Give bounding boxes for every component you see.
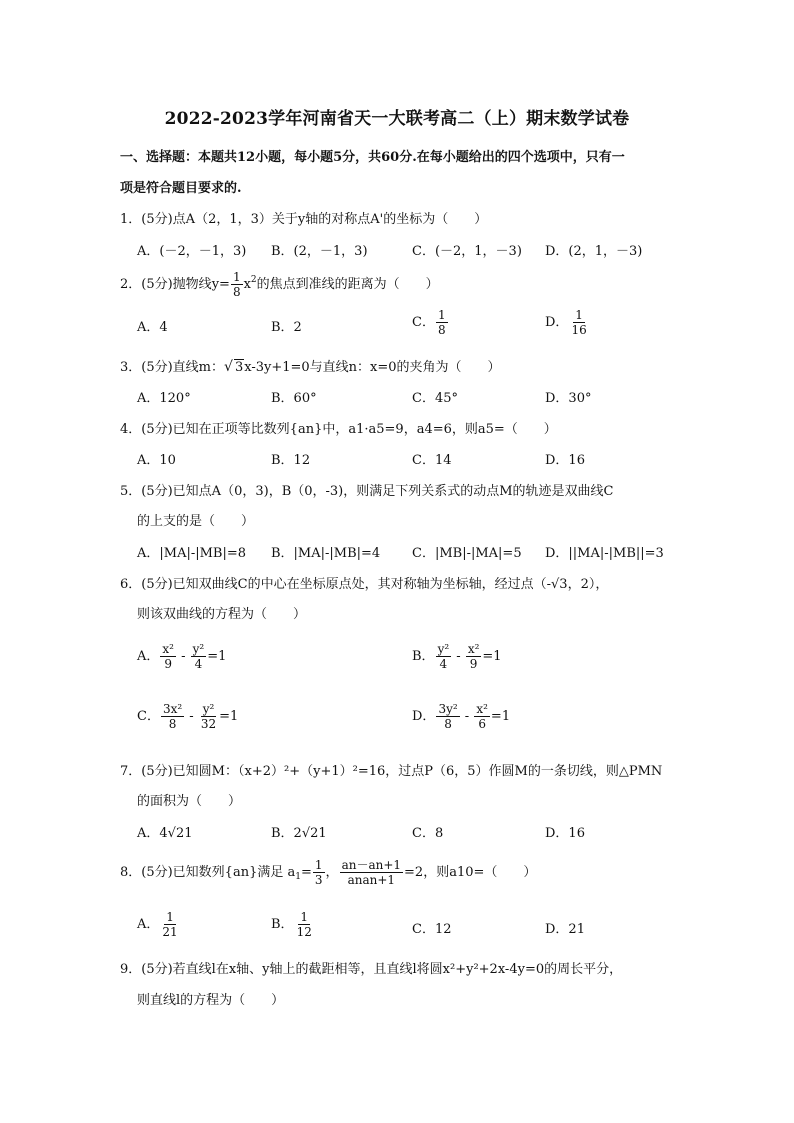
q2-option-a: A．4 <box>137 320 168 335</box>
q4-option-d: D．16 <box>545 453 585 468</box>
question-3-stem: 3．(5分)直线m：√ 3x-3y+1=0与直线n：x=0的夹角为（ ） <box>120 359 501 375</box>
question-8-stem: 8．(5分)已知数列{an}满足 $a_1=$ $\frac{1}{3}$ ， $\frac{an-an+1}{\text{anan+1}}$ =2，则a10=（ ） <box>120 858 537 887</box>
q5-option-c: C．|MB|-|MA|=5 <box>412 546 522 561</box>
q1-option-b: B．(2，－1，3) <box>271 244 368 259</box>
q2-option-b: B．2 <box>271 320 302 335</box>
question-5-stem-cont: 的上支的是（ ） <box>137 514 255 529</box>
q7-option-a: A．4√21 <box>137 826 193 841</box>
q2-y: y= <box>211 277 230 292</box>
q3-option-d: D．30° <box>545 391 592 406</box>
q5-option-d: D．||MA|-|MB||=3 <box>545 546 664 561</box>
q6-option-c: C． $\frac{\text{3x²}}{8}$ - $\frac{\text{y²}}{32}$ =1 <box>137 702 239 731</box>
q8-option-b: B． $\frac{1}{12}$ <box>271 910 312 939</box>
q6-option-a: A． $\frac{\text{x²}}{9}$ - $\frac{\text{y²}}{4}$ =1 <box>137 642 227 671</box>
q2-pre: 2．(5分)抛物线 <box>120 277 212 292</box>
q7-option-d: D．16 <box>545 826 585 841</box>
q1-option-d: D．(2，1，－3) <box>545 244 643 259</box>
q3-option-a: A．120° <box>137 391 191 406</box>
q4-option-a: A．10 <box>137 453 176 468</box>
q2-option-c: C． $\frac{1}{8}$ <box>412 308 446 337</box>
q6-option-b: B． $\frac{\text{y²}}{4}$ - $\frac{\text{x²}}{9}$ =1 <box>412 642 502 671</box>
question-6-stem: 6．(5分)已知双曲线C的中心在坐标原点处，其对称轴为坐标轴，经过点（-√3，2）， <box>120 577 609 592</box>
q1-option-c: C．(－2，1，－3) <box>412 244 522 259</box>
section-heading: 一、选择题：本题共12小题，每小题5分，共60分.在每小题给出的四个选项中，只有一 <box>120 150 625 165</box>
question-7-stem: 7．(5分)已知圆M：（x+2）²+（y+1）²=16，过点P（6，5）作圆M的一条切线，则△PMN <box>120 764 663 779</box>
question-5-stem: 5．(5分)已知点A（0，3)，B（0，-3)，则满足下列关系式的动点M的轨迹是双曲线C <box>120 484 614 499</box>
q2-option-d: D． $\frac{1}{16}$ <box>545 308 587 337</box>
question-6-stem-cont: 则该双曲线的方程为（ ） <box>137 607 307 622</box>
q3-option-b: B．60° <box>271 391 317 406</box>
q7-option-c: C．8 <box>412 826 444 841</box>
q5-option-b: B．|MA|-|MB|=4 <box>271 546 381 561</box>
q8-option-c: C．12 <box>412 922 452 937</box>
question-4-stem: 4．(5分)已知在正项等比数列{an}中，a1·a5=9，a4=6，则a5=（ ） <box>120 422 557 437</box>
q2-x: x <box>243 277 251 292</box>
q1-option-a: A．(－2，－1，3) <box>137 244 247 259</box>
q6-option-d: D． $\frac{\text{3y²}}{8}$ - $\frac{\text{x²}}{6}$ =1 <box>412 702 511 731</box>
question-9-stem-cont: 则直线l的方程为（ ） <box>137 993 285 1008</box>
q8-option-d: D．21 <box>545 922 585 937</box>
q4-option-b: B．12 <box>271 453 311 468</box>
q3-option-c: C．45° <box>412 391 458 406</box>
q2-post: 的焦点到准线的距离为（ ） <box>256 277 439 292</box>
q7-option-b: B．2√21 <box>271 826 327 841</box>
question-7-stem-cont: 的面积为（ ） <box>137 794 242 809</box>
question-2-stem: 2．(5分)抛物线y= $\frac{1}{8}$ $x^2$的焦点到准线的距离为（ ） <box>120 270 439 299</box>
question-1-stem: 1．(5分)点A（2，1，3）关于y轴的对称点A'的坐标为（ ） <box>120 212 488 227</box>
question-9-stem: 9．(5分)若直线l在x轴、y轴上的截距相等，且直线l将圆x²+y²+2x-4y=0的周长平分， <box>120 962 623 977</box>
q5-option-a: A．|MA|-|MB|=8 <box>137 546 247 561</box>
q8-option-a: A． $\frac{1}{21}$ <box>137 910 178 939</box>
page-title: 2022-2023学年河南省天一大联考高二（上）期末数学试卷 <box>164 109 630 129</box>
q4-option-c: C．14 <box>412 453 452 468</box>
q2-fraction: $\frac{1}{8}$ <box>232 270 241 299</box>
section-heading-cont: 项是符合题目要求的. <box>120 181 242 196</box>
